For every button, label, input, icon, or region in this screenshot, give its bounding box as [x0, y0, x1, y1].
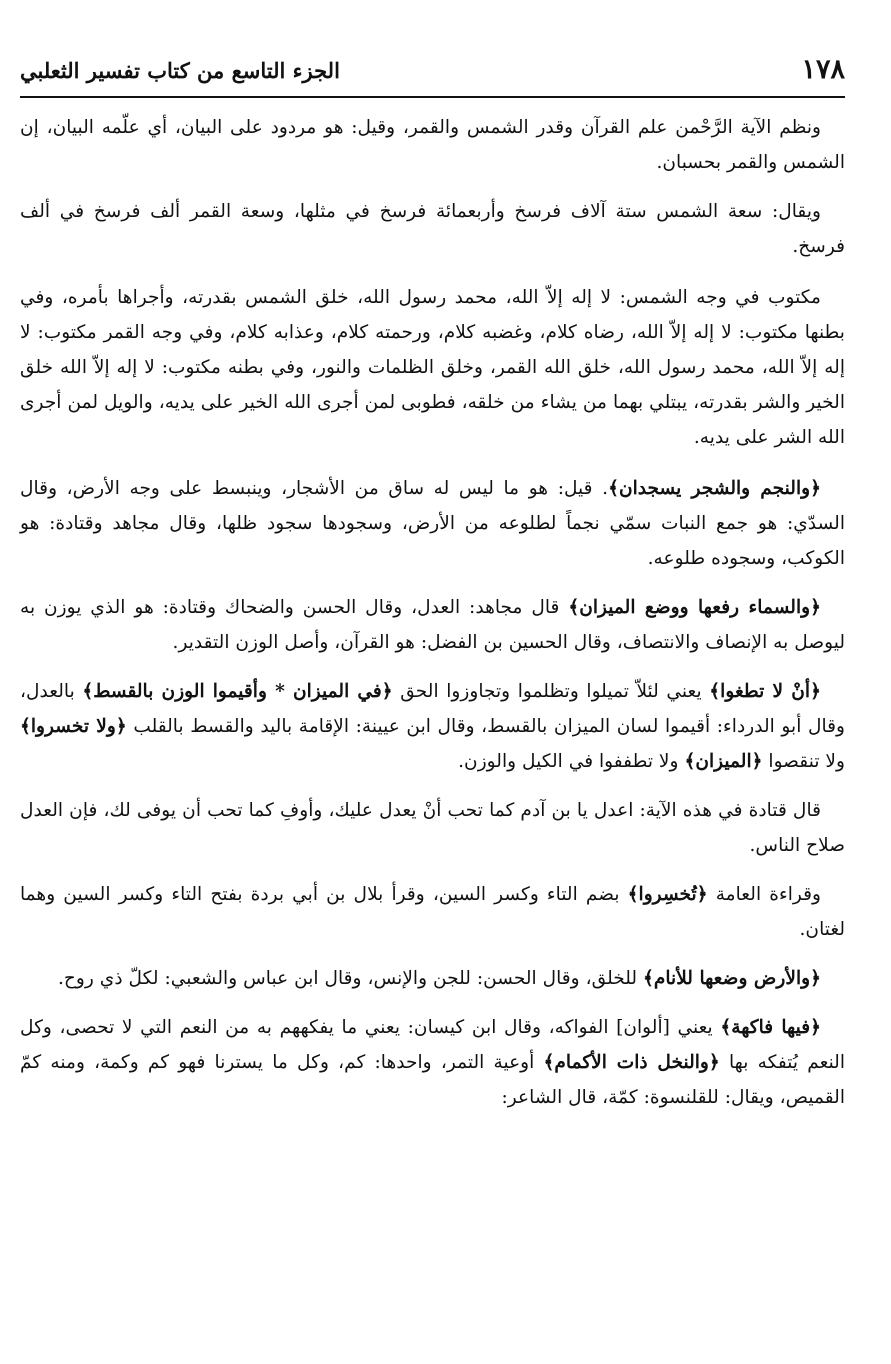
- paragraph-3: [20, 280, 845, 455]
- paragraph-6: [20, 674, 845, 779]
- text-segment: للخلق، وقال الحسن: للجن والإنس، وقال ابن عباس والشعبي: لكلّ ذي روح.: [58, 968, 643, 989]
- page-number: ١٧٨: [801, 54, 845, 85]
- text-segment: ولا تطففوا في الكيل والوزن.: [458, 751, 685, 772]
- paragraph-4: [20, 471, 845, 576]
- paragraph-10: [20, 1010, 845, 1115]
- quran-quote: ﴿ولا تخسروا﴾: [20, 716, 127, 737]
- paragraph-9: [20, 961, 845, 996]
- running-title: الجزء التاسع من كتاب تفسير الثعلبي: [20, 58, 340, 83]
- text-segment: أوعية التمر، واحدها: كم، وكل ما يسترنا فهو كم وكمة، ومنه كمّ القميص، ويقال: للقلنسوة: كمّة، قال الشاعر:: [20, 1052, 845, 1108]
- quran-quote: ﴿تُخسِروا﴾: [627, 884, 708, 905]
- text-segment: ونظم الآية الرَّحْمن علم القرآن وقدر الشمس والقمر، وقيل: هو مردود على البيان، أي علّمه البيان، إن الشمس والقمر بحسبان.: [20, 117, 845, 173]
- quran-quote: ﴿الميزان﴾: [684, 751, 763, 772]
- quran-quote: ﴿والسماء رفعها ووضع الميزان﴾: [568, 597, 821, 618]
- text-segment: بالعدل، وقال أبو الدرداء: أقيموا لسان الميزان بالقسط، وقال ابن عيينة: الإقامة باليد والقسط بالقلب: [20, 681, 846, 737]
- paragraph-5: [20, 590, 845, 660]
- text-segment: يعني [ألوان] الفواكه، وقال ابن كيسان: يعني ما يفكههم به من النعم التي لا تحصى، وكل النعم يُتفكه بها: [20, 1017, 846, 1073]
- text-segment: ويقال: سعة الشمس ستة آلاف فرسخ وأربعمائة فرسخ في مثلها، وسعة القمر ألف فرسخ في ألف فرسخ.: [20, 201, 845, 257]
- text-segment: قال قتادة في هذه الآية: اعدل يا بن آدم كما تحب أنْ يعدل عليك، وأوفِ كما تحب أن يوفى لك، فإن العدل صلاح الناس.: [20, 800, 845, 856]
- text-segment: يعني لئلاّ تميلوا وتظلموا وتجاوزوا الحق: [392, 681, 710, 702]
- text-segment: قال مجاهد: العدل، وقال الحسن والضحاك وقتادة: هو الذي يوزن به ليوصل به الإنصاف والانتصاف، وقال الحسين بن الفضل: هو القرآن، وأصل الوزن التقدير.: [20, 597, 845, 653]
- text-segment: . قيل: هو ما ليس له ساق من الأشجار، وينبسط على وجه الأرض، وقال السدّي: هو جمع النبات سمّي نجماً لطلوعه من الأرض، وسجودها سجود ظلها، وقال مجاهد وقتادة: هو الكوكب، وسجوده طلوعه.: [20, 478, 845, 569]
- text-segment: مكتوب في وجه الشمس: لا إله إلاّ الله، محمد رسول الله، خلق الشمس بقدرته، وأجراها بأمره، وفي بطنها مكتوب: لا إله إلاّ الله، رضاه كلام، وغضبه كلام، ورحمته كلام، وعذابه كلام، وفي وجه القمر مكتوب: لا إله إلاّ الله، محمد رسول الله، خلق الله القمر، وخلق الظلمات والنور، وفي بطنه مكتوب: لا إله إلاّ الله خلق الخير والشر بقدرته، يبتلي بهما من يشاء من خلقه، فطوبى لمن أجرى الله الخير على يديه، والويل لمن أجرى الله الشر على يديه.: [20, 287, 845, 448]
- text-segment: وقراءة العامة: [707, 884, 821, 905]
- quran-quote: ﴿فيها فاكهة﴾: [720, 1017, 821, 1038]
- paragraph-8: [20, 877, 845, 947]
- quran-quote: ﴿والنجم والشجر يسجدان﴾: [608, 478, 821, 499]
- quran-quote: ﴿والأرض وضعها للأنام﴾: [642, 968, 821, 989]
- paragraph-7: [20, 793, 845, 863]
- paragraph-2: [20, 194, 845, 264]
- paragraph-1: [20, 110, 845, 180]
- body-text: [20, 110, 845, 1115]
- quran-quote: ﴿في الميزان * وأقيموا الوزن بالقسط﴾: [82, 681, 393, 702]
- page-header: [20, 52, 845, 98]
- text-segment: بضم التاء وكسر السين، وقرأ بلال بن أبي بردة بفتح التاء وكسر السين وهما لغتان.: [20, 884, 845, 940]
- text-segment: ولا تنقصوا: [762, 751, 845, 772]
- quran-quote: ﴿أنْ لا تطغوا﴾: [709, 681, 821, 702]
- quran-quote: ﴿والنخل ذات الأكمام﴾: [543, 1052, 720, 1073]
